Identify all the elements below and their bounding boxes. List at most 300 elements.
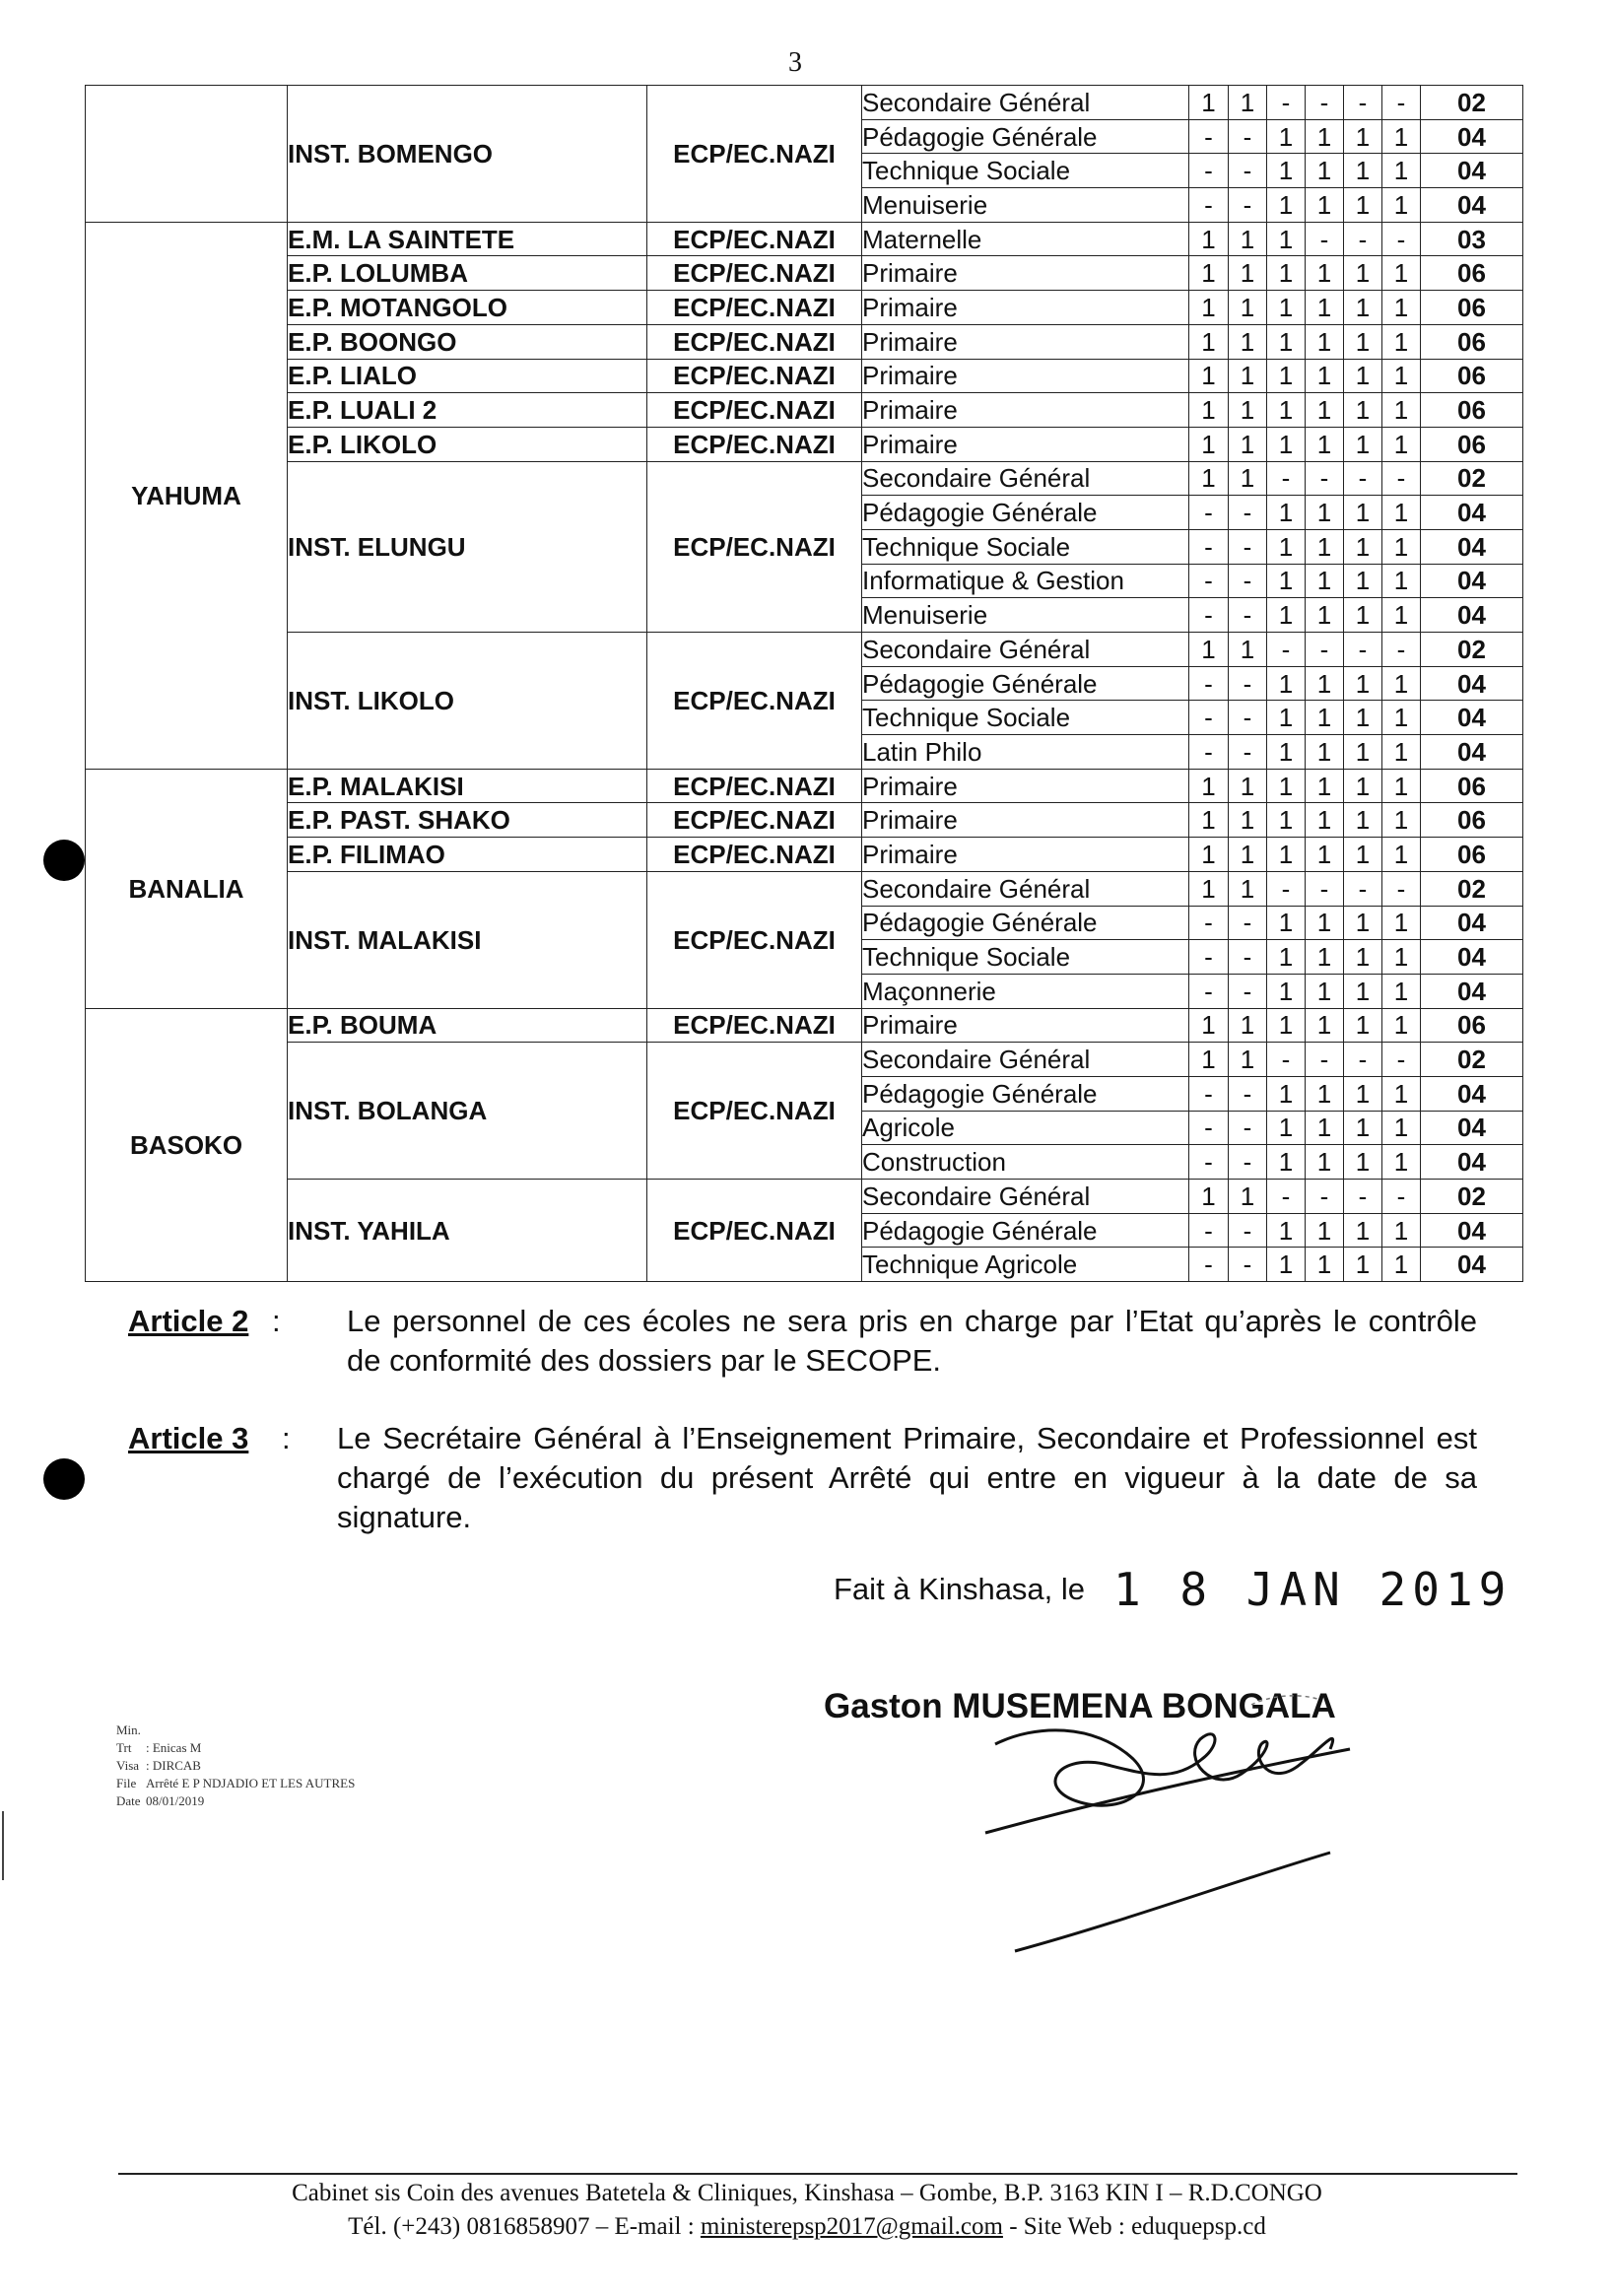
class-year-cell: 1 — [1189, 803, 1229, 838]
class-year-cell: 1 — [1344, 701, 1382, 735]
class-year-cell: - — [1189, 529, 1229, 564]
class-year-cell: 1 — [1189, 1043, 1229, 1077]
location-cell — [86, 86, 288, 223]
class-year-cell: 1 — [1189, 871, 1229, 906]
footer-divider — [118, 2173, 1517, 2175]
article-3 — [128, 1419, 1478, 1547]
total-classes-cell: 04 — [1421, 906, 1523, 940]
class-year-cell: - — [1189, 701, 1229, 735]
class-year-cell: 1 — [1229, 769, 1267, 803]
class-year-cell: 1 — [1306, 188, 1344, 223]
total-classes-cell: 04 — [1421, 154, 1523, 188]
class-year-cell: - — [1229, 906, 1267, 940]
option-cell: Primaire — [862, 427, 1189, 461]
class-year-cell: 1 — [1229, 461, 1267, 496]
class-year-cell: 1 — [1382, 291, 1421, 325]
class-year-cell: 1 — [1344, 803, 1382, 838]
meta-date: Date 08/01/2019 — [116, 1793, 205, 1808]
option-cell: Primaire — [862, 1008, 1189, 1043]
class-year-cell: 1 — [1382, 188, 1421, 223]
class-year-cell: 1 — [1382, 359, 1421, 393]
class-year-cell: - — [1189, 598, 1229, 633]
class-year-cell: 1 — [1306, 393, 1344, 428]
option-cell: Secondaire Général — [862, 633, 1189, 667]
class-year-cell: 1 — [1382, 1145, 1421, 1180]
class-year-cell: - — [1229, 1076, 1267, 1111]
class-year-cell: 1 — [1229, 1180, 1267, 1214]
class-year-cell: 1 — [1382, 324, 1421, 359]
class-year-cell: 1 — [1229, 871, 1267, 906]
class-year-cell: 1 — [1306, 496, 1344, 530]
class-year-cell: 1 — [1382, 666, 1421, 701]
class-year-cell: 1 — [1189, 393, 1229, 428]
class-year-cell: - — [1189, 940, 1229, 975]
class-year-cell: 1 — [1189, 222, 1229, 256]
school-name-cell: E.P. LUALI 2 — [288, 393, 647, 428]
class-year-cell: - — [1306, 461, 1344, 496]
class-year-cell: 1 — [1306, 974, 1344, 1008]
class-year-cell: - — [1344, 1180, 1382, 1214]
class-year-cell: - — [1229, 666, 1267, 701]
option-cell: Primaire — [862, 291, 1189, 325]
class-year-cell: 1 — [1267, 974, 1306, 1008]
class-year-cell: 1 — [1382, 154, 1421, 188]
total-classes-cell: 04 — [1421, 1213, 1523, 1248]
class-year-cell: - — [1344, 86, 1382, 120]
total-classes-cell: 04 — [1421, 119, 1523, 154]
option-cell: Primaire — [862, 393, 1189, 428]
class-year-cell: - — [1382, 86, 1421, 120]
class-year-cell: 1 — [1344, 974, 1382, 1008]
class-year-cell: - — [1189, 564, 1229, 598]
school-name-cell: E.P. LIKOLO — [288, 427, 647, 461]
option-cell: Secondaire Général — [862, 871, 1189, 906]
class-year-cell: 1 — [1189, 427, 1229, 461]
article-3-label: Article 3 — [128, 1421, 249, 1455]
class-year-cell: - — [1229, 598, 1267, 633]
class-year-cell: 1 — [1306, 735, 1344, 770]
class-year-cell: 1 — [1267, 393, 1306, 428]
article-3-text: Le Secrétaire Général à l’Enseignement Primaire, Secondaire et Professionnel est chargé de l’exécution du présent Arrêté qui entre en vigueur à la date de sa signature. — [337, 1421, 1477, 1534]
option-cell: Menuiserie — [862, 188, 1189, 223]
class-year-cell: 1 — [1267, 188, 1306, 223]
class-year-cell: - — [1382, 871, 1421, 906]
school-name-cell: INST. LIKOLO — [288, 633, 647, 770]
school-name-cell: E.M. LA SAINTETE — [288, 222, 647, 256]
footer-contacts — [0, 2213, 1614, 2241]
class-year-cell: 1 — [1189, 461, 1229, 496]
school-name-cell: E.P. FILIMAO — [288, 838, 647, 872]
class-year-cell: 1 — [1267, 529, 1306, 564]
school-code-cell: ECP/EC.NAZI — [647, 86, 862, 223]
option-cell: Primaire — [862, 803, 1189, 838]
total-classes-cell: 02 — [1421, 86, 1523, 120]
class-year-cell: 1 — [1189, 1180, 1229, 1214]
class-year-cell: 1 — [1267, 1248, 1306, 1282]
location-cell: YAHUMA — [86, 222, 288, 769]
article-2 — [128, 1302, 1478, 1390]
class-year-cell: 1 — [1267, 154, 1306, 188]
option-cell: Informatique & Gestion — [862, 564, 1189, 598]
total-classes-cell: 04 — [1421, 1145, 1523, 1180]
class-year-cell: 1 — [1189, 291, 1229, 325]
school-name-cell: E.P. MALAKISI — [288, 769, 647, 803]
school-code-cell: ECP/EC.NAZI — [647, 359, 862, 393]
option-cell: Secondaire Général — [862, 1180, 1189, 1214]
class-year-cell: 1 — [1344, 838, 1382, 872]
option-cell: Technique Sociale — [862, 529, 1189, 564]
option-cell: Pédagogie Générale — [862, 496, 1189, 530]
class-year-cell: 1 — [1382, 803, 1421, 838]
total-classes-cell: 04 — [1421, 701, 1523, 735]
school-name-cell: INST. MALAKISI — [288, 871, 647, 1008]
option-cell: Pédagogie Générale — [862, 906, 1189, 940]
article-2-colon: : — [272, 1304, 281, 1338]
table-row — [86, 803, 1523, 838]
class-year-cell: 1 — [1267, 359, 1306, 393]
class-year-cell: 1 — [1189, 359, 1229, 393]
class-year-cell: 1 — [1267, 1076, 1306, 1111]
class-year-cell: 1 — [1229, 1043, 1267, 1077]
class-year-cell: 1 — [1306, 838, 1344, 872]
class-year-cell: 1 — [1267, 803, 1306, 838]
class-year-cell: 1 — [1306, 1213, 1344, 1248]
school-name-cell: E.P. BOONGO — [288, 324, 647, 359]
total-classes-cell: 06 — [1421, 427, 1523, 461]
class-year-cell: 1 — [1267, 291, 1306, 325]
option-cell: Pédagogie Générale — [862, 1076, 1189, 1111]
class-year-cell: 1 — [1382, 427, 1421, 461]
class-year-cell: - — [1229, 496, 1267, 530]
class-year-cell: - — [1382, 461, 1421, 496]
class-year-cell: 1 — [1306, 666, 1344, 701]
class-year-cell: 1 — [1189, 324, 1229, 359]
total-classes-cell: 06 — [1421, 803, 1523, 838]
class-year-cell: 1 — [1267, 598, 1306, 633]
class-year-cell: 1 — [1306, 1008, 1344, 1043]
class-year-cell: - — [1229, 1111, 1267, 1145]
class-year-cell: 1 — [1306, 256, 1344, 291]
class-year-cell: 1 — [1306, 359, 1344, 393]
table-row — [86, 359, 1523, 393]
option-cell: Maternelle — [862, 222, 1189, 256]
school-code-cell: ECP/EC.NAZI — [647, 803, 862, 838]
class-year-cell: - — [1229, 940, 1267, 975]
class-year-cell: 1 — [1189, 86, 1229, 120]
option-cell: Technique Sociale — [862, 154, 1189, 188]
option-cell: Technique Sociale — [862, 701, 1189, 735]
class-year-cell: - — [1306, 1180, 1344, 1214]
class-year-cell: - — [1189, 154, 1229, 188]
class-year-cell: 1 — [1306, 1111, 1344, 1145]
class-year-cell: 1 — [1306, 1248, 1344, 1282]
class-year-cell: 1 — [1267, 256, 1306, 291]
class-year-cell: - — [1229, 188, 1267, 223]
class-year-cell: - — [1267, 633, 1306, 667]
class-year-cell: - — [1344, 633, 1382, 667]
table-row — [86, 871, 1523, 906]
signing-date-stamp: 1 8 JAN 2019 — [1113, 1563, 1513, 1616]
total-classes-cell: 04 — [1421, 735, 1523, 770]
article-2-text: Le personnel de ces écoles ne sera pris en charge par l’Etat qu’après le contrôle de conformité des dossiers par le SECOPE. — [347, 1304, 1477, 1378]
class-year-cell: 1 — [1306, 529, 1344, 564]
class-year-cell: 1 — [1382, 1248, 1421, 1282]
school-code-cell: ECP/EC.NAZI — [647, 256, 862, 291]
class-year-cell: 1 — [1267, 1008, 1306, 1043]
class-year-cell: - — [1382, 222, 1421, 256]
total-classes-cell: 04 — [1421, 188, 1523, 223]
class-year-cell: 1 — [1306, 1076, 1344, 1111]
class-year-cell: - — [1229, 154, 1267, 188]
class-year-cell: 1 — [1267, 1111, 1306, 1145]
total-classes-cell: 06 — [1421, 769, 1523, 803]
class-year-cell: - — [1267, 86, 1306, 120]
table-row — [86, 427, 1523, 461]
class-year-cell: - — [1229, 735, 1267, 770]
class-year-cell: 1 — [1306, 598, 1344, 633]
table-row — [86, 393, 1523, 428]
class-year-cell: - — [1344, 222, 1382, 256]
option-cell: Agricole — [862, 1111, 1189, 1145]
class-year-cell: 1 — [1306, 701, 1344, 735]
handwritten-signature — [975, 1665, 1389, 1981]
option-cell: Technique Sociale — [862, 940, 1189, 975]
page-number: 3 — [788, 47, 802, 78]
option-cell: Primaire — [862, 324, 1189, 359]
class-year-cell: 1 — [1344, 188, 1382, 223]
option-cell: Primaire — [862, 838, 1189, 872]
school-code-cell: ECP/EC.NAZI — [647, 1043, 862, 1180]
class-year-cell: 1 — [1189, 1008, 1229, 1043]
class-year-cell: 1 — [1382, 940, 1421, 975]
article-2-label: Article 2 — [128, 1304, 249, 1338]
class-year-cell: - — [1229, 1145, 1267, 1180]
footer-email-link[interactable]: ministerepsp2017@gmail.com — [700, 2213, 1003, 2240]
class-year-cell: 1 — [1267, 496, 1306, 530]
class-year-cell: 1 — [1229, 393, 1267, 428]
option-cell: Pédagogie Générale — [862, 666, 1189, 701]
class-year-cell: 1 — [1344, 291, 1382, 325]
option-cell: Pédagogie Générale — [862, 119, 1189, 154]
class-year-cell: 1 — [1267, 701, 1306, 735]
option-cell: Primaire — [862, 769, 1189, 803]
class-year-cell: 1 — [1382, 496, 1421, 530]
class-year-cell: - — [1306, 222, 1344, 256]
class-year-cell: - — [1189, 735, 1229, 770]
class-year-cell: 1 — [1344, 1008, 1382, 1043]
class-year-cell: - — [1189, 1076, 1229, 1111]
table-row — [86, 324, 1523, 359]
total-classes-cell: 06 — [1421, 324, 1523, 359]
school-name-cell: E.P. PAST. SHAKO — [288, 803, 647, 838]
class-year-cell: 1 — [1229, 633, 1267, 667]
class-year-cell: 1 — [1229, 222, 1267, 256]
class-year-cell: 1 — [1344, 393, 1382, 428]
class-year-cell: - — [1267, 1043, 1306, 1077]
table-row — [86, 291, 1523, 325]
class-year-cell: - — [1229, 529, 1267, 564]
article-3-colon: : — [282, 1421, 291, 1455]
class-year-cell: 1 — [1382, 529, 1421, 564]
class-year-cell: - — [1189, 496, 1229, 530]
school-code-cell: ECP/EC.NAZI — [647, 427, 862, 461]
total-classes-cell: 04 — [1421, 529, 1523, 564]
footer-address: Cabinet sis Coin des avenues Batetela & Cliniques, Kinshasa – Gombe, B.P. 3163 KIN I – R.D.CONGO — [292, 2180, 1322, 2206]
class-year-cell: 1 — [1306, 1145, 1344, 1180]
table-row — [86, 838, 1523, 872]
school-name-cell: E.P. BOUMA — [288, 1008, 647, 1043]
table-row — [86, 461, 1523, 496]
class-year-cell: 1 — [1267, 838, 1306, 872]
class-year-cell: 1 — [1344, 359, 1382, 393]
meta-file: File Arrêté E P NDJADIO ET LES AUTRES — [116, 1776, 356, 1790]
class-year-cell: 1 — [1267, 666, 1306, 701]
total-classes-cell: 03 — [1421, 222, 1523, 256]
class-year-cell: 1 — [1229, 86, 1267, 120]
class-year-cell: - — [1229, 119, 1267, 154]
table-row — [86, 86, 1523, 120]
class-year-cell: 1 — [1344, 256, 1382, 291]
total-classes-cell: 02 — [1421, 1180, 1523, 1214]
class-year-cell: - — [1189, 906, 1229, 940]
school-code-cell: ECP/EC.NAZI — [647, 324, 862, 359]
school-name-cell: INST. BOMENGO — [288, 86, 647, 223]
option-cell: Secondaire Général — [862, 461, 1189, 496]
table-row — [86, 633, 1523, 667]
school-code-cell: ECP/EC.NAZI — [647, 222, 862, 256]
school-code-cell: ECP/EC.NAZI — [647, 871, 862, 1008]
total-classes-cell: 04 — [1421, 564, 1523, 598]
class-year-cell: 1 — [1306, 154, 1344, 188]
meta-min: Min. — [116, 1722, 141, 1737]
class-year-cell: 1 — [1229, 427, 1267, 461]
class-year-cell: 1 — [1382, 564, 1421, 598]
option-cell: Technique Agricole — [862, 1248, 1189, 1282]
scan-edge-mark — [2, 1811, 4, 1880]
class-year-cell: - — [1229, 701, 1267, 735]
school-code-cell: ECP/EC.NAZI — [647, 769, 862, 803]
class-year-cell: - — [1189, 1145, 1229, 1180]
class-year-cell: 1 — [1267, 1145, 1306, 1180]
class-year-cell: 1 — [1344, 1111, 1382, 1145]
class-year-cell: 1 — [1267, 222, 1306, 256]
punch-hole-mark — [43, 840, 85, 881]
class-year-cell: - — [1189, 119, 1229, 154]
class-year-cell: 1 — [1189, 633, 1229, 667]
school-name-cell: E.P. LOLUMBA — [288, 256, 647, 291]
class-year-cell: - — [1267, 461, 1306, 496]
total-classes-cell: 04 — [1421, 1248, 1523, 1282]
class-year-cell: 1 — [1306, 427, 1344, 461]
class-year-cell: - — [1189, 974, 1229, 1008]
class-year-cell: - — [1189, 666, 1229, 701]
class-year-cell: - — [1267, 1180, 1306, 1214]
location-cell: BANALIA — [86, 769, 288, 1008]
total-classes-cell: 04 — [1421, 666, 1523, 701]
school-name-cell: INST. BOLANGA — [288, 1043, 647, 1180]
class-year-cell: 1 — [1189, 256, 1229, 291]
class-year-cell: 1 — [1344, 119, 1382, 154]
class-year-cell: 1 — [1344, 1145, 1382, 1180]
class-year-cell: 1 — [1344, 735, 1382, 770]
total-classes-cell: 02 — [1421, 1043, 1523, 1077]
class-year-cell: 1 — [1344, 529, 1382, 564]
class-year-cell: - — [1344, 871, 1382, 906]
class-year-cell: - — [1382, 633, 1421, 667]
class-year-cell: 1 — [1306, 906, 1344, 940]
option-cell: Maçonnerie — [862, 974, 1189, 1008]
class-year-cell: 1 — [1344, 906, 1382, 940]
schools-table-body — [86, 86, 1523, 1282]
class-year-cell: 1 — [1382, 838, 1421, 872]
class-year-cell: 1 — [1344, 1076, 1382, 1111]
class-year-cell: 1 — [1344, 564, 1382, 598]
class-year-cell: - — [1306, 1043, 1344, 1077]
school-name-cell: INST. ELUNGU — [288, 461, 647, 632]
class-year-cell: - — [1267, 871, 1306, 906]
class-year-cell: 1 — [1229, 291, 1267, 325]
option-cell: Primaire — [862, 359, 1189, 393]
option-cell: Primaire — [862, 256, 1189, 291]
total-classes-cell: 06 — [1421, 838, 1523, 872]
class-year-cell: 1 — [1382, 1213, 1421, 1248]
class-year-cell: 1 — [1344, 154, 1382, 188]
total-classes-cell: 06 — [1421, 256, 1523, 291]
total-classes-cell: 02 — [1421, 633, 1523, 667]
class-year-cell: 1 — [1189, 838, 1229, 872]
table-row — [86, 1008, 1523, 1043]
class-year-cell: 1 — [1229, 359, 1267, 393]
total-classes-cell: 04 — [1421, 974, 1523, 1008]
class-year-cell: - — [1344, 1043, 1382, 1077]
class-year-cell: 1 — [1267, 324, 1306, 359]
signer-name: Gaston MUSEMENA BONGALA — [824, 1687, 1336, 1725]
class-year-cell: 1 — [1382, 769, 1421, 803]
signing-place: Fait à Kinshasa, le — [834, 1572, 1086, 1606]
total-classes-cell: 04 — [1421, 940, 1523, 975]
option-cell: Secondaire Général — [862, 86, 1189, 120]
class-year-cell: 1 — [1382, 1008, 1421, 1043]
class-year-cell: 1 — [1229, 1008, 1267, 1043]
class-year-cell: 1 — [1229, 324, 1267, 359]
class-year-cell: - — [1229, 1213, 1267, 1248]
schools-table — [85, 85, 1523, 1282]
class-year-cell: 1 — [1229, 838, 1267, 872]
total-classes-cell: 06 — [1421, 359, 1523, 393]
footer-website: - Site Web : eduquepsp.cd — [1009, 2213, 1266, 2240]
meta-trt: Trt : Enicas M — [116, 1740, 202, 1755]
total-classes-cell: 06 — [1421, 291, 1523, 325]
total-classes-cell: 04 — [1421, 1111, 1523, 1145]
class-year-cell: - — [1189, 1248, 1229, 1282]
school-name-cell: E.P. LIALO — [288, 359, 647, 393]
class-year-cell: 1 — [1382, 906, 1421, 940]
class-year-cell: 1 — [1382, 974, 1421, 1008]
class-year-cell: 1 — [1344, 666, 1382, 701]
class-year-cell: 1 — [1382, 393, 1421, 428]
total-classes-cell: 06 — [1421, 1008, 1523, 1043]
class-year-cell: 1 — [1306, 324, 1344, 359]
class-year-cell: 1 — [1382, 1111, 1421, 1145]
class-year-cell: 1 — [1382, 1076, 1421, 1111]
class-year-cell: 1 — [1344, 1248, 1382, 1282]
class-year-cell: 1 — [1267, 940, 1306, 975]
class-year-cell: 1 — [1267, 119, 1306, 154]
school-code-cell: ECP/EC.NAZI — [647, 291, 862, 325]
school-code-cell: ECP/EC.NAZI — [647, 633, 862, 770]
class-year-cell: 1 — [1382, 119, 1421, 154]
class-year-cell: 1 — [1306, 940, 1344, 975]
